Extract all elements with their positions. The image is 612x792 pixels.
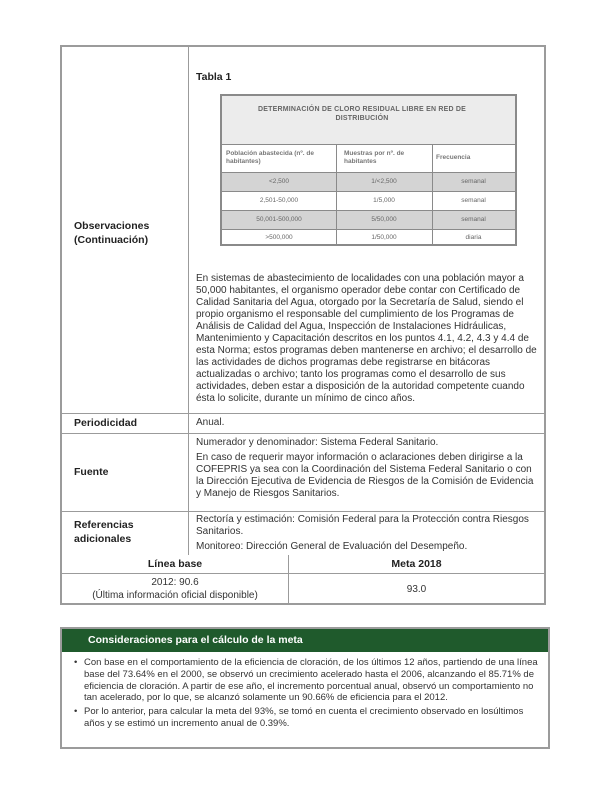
cell-poblacion: 2,501-50,000 — [259, 197, 299, 204]
baseline-values-row — [62, 573, 544, 605]
table-column-divider — [432, 144, 433, 244]
observaciones-label-cell — [62, 47, 189, 413]
col-header-poblacion: Población abastecida (nº. de habitantes) — [226, 150, 314, 165]
cell-muestras: 5/50,000 — [371, 216, 397, 223]
cell-frecuencia: semanal — [461, 178, 486, 185]
col-header-frecuencia: Frecuencia — [436, 154, 471, 161]
referencias-label — [74, 518, 134, 546]
cell-muestras: 1/5,000 — [373, 197, 395, 204]
referencias-label-line2: adicionales — [74, 533, 132, 545]
fuente-line2: En caso de requerir mayor información o aclaraciones deben dirigirse a la COFEPRIS ya sea con la Coordinación del Sistema Federal Sanitario o con la Dirección Ejecutiva de Evidencia de Riesgos de la Comisión de Evidencia y Manejo de Riesgos Sanitarios. — [196, 452, 534, 499]
periodicidad-label: Periodicidad — [74, 417, 138, 429]
consideraciones-header — [62, 629, 548, 652]
column-divider — [288, 573, 289, 605]
col-header-muestras: Muestras por nº. de habitantes — [344, 150, 405, 165]
cloro-table-title — [242, 105, 482, 123]
linea-base-year-value: 2012: 90.6 — [151, 577, 199, 588]
cloro-table-title-line2: DISTRIBUCIÓN — [335, 115, 389, 122]
observaciones-label-line1: Observaciones — [74, 220, 150, 232]
list-item-text: Por lo anterior, para calcular la meta del 93%, se tomó en cuenta el crecimiento observado en losúltimos años y se estimó un incremento anual de 0.39%. — [84, 706, 524, 729]
consideraciones-list — [74, 657, 546, 732]
cell-frecuencia: diaria — [465, 234, 482, 241]
cell-poblacion: <2,500 — [268, 178, 290, 185]
periodicidad-value: Anual. — [196, 417, 225, 428]
consideraciones-card — [60, 627, 550, 749]
linea-base-header: Línea base — [147, 558, 203, 570]
linea-base-note: (Última información oficial disponible) — [92, 590, 258, 601]
fuente-label: Fuente — [74, 466, 109, 478]
baseline-header-row — [62, 555, 544, 574]
cell-muestras: 1/<2,500 — [371, 178, 397, 185]
list-item-text: Con base en el comportamiento de la eficiencia de cloración, de los últimos 12 años, partiendo de una línea base del 73.64% en el 2000, se observó un crecimiento acelerado hasta el 2006, alcanzando el 85.71% de eficiencia de cloración. A partir de ese año, el incremento porcentual anual, observó un comportamiento no tan acelerado, por lo que, se alcanzó solamente un 90.66% de eficiencia para el 2012. — [84, 657, 538, 704]
observaciones-paragraph: En sistemas de abastecimiento de localidades con una población mayor a 50,000 habitantes, el organismo operador debe contar con Certificado de Calidad Sanitaria del Agua, otorgado por la Secretaría de Salud, siendo el propio organismo el responsable del cumplimiento de los Programas de Análisis de Calidad del Agua, Inspección de Instalaciones Hidráulicas, Mantenimiento y Capacitación descritos en los puntos 4.1, 4.2, 4.3 y 4.4 de esta Norma; estos programas deben mantenerse en archivo; el desarrollo de las actividades de dichos programas debe registrarse en bitácoras actualizadas o archivo; tanto los programas como el desarrollo de sus actividades, deben estar a disposición de la autoridad competente cuando ésta lo solicite, durante un mínimo de cinco años. — [196, 273, 537, 404]
fuente-label-cell — [62, 433, 189, 511]
cloro-table-title-line1: DETERMINACIÓN DE CLORO RESIDUAL LIBRE EN RED DE — [257, 106, 466, 113]
cloro-table-header — [222, 96, 515, 145]
referencias-label-line1: Referencias — [74, 519, 134, 531]
observaciones-row — [62, 47, 544, 414]
referencias-row — [62, 511, 544, 556]
observaciones-label — [74, 219, 149, 247]
periodicidad-label-cell — [62, 413, 189, 433]
fuente-line1: Numerador y denominador: Sistema Federal Sanitario. — [196, 437, 439, 448]
list-item — [74, 657, 546, 704]
cell-muestras: 1/50,000 — [371, 234, 397, 241]
referencias-line1: Rectoría y estimación: Comisión Federal para la Protección contra Riesgos Sanitarios. — [196, 514, 529, 537]
cell-poblacion: 50,001-500,000 — [256, 216, 302, 223]
column-divider — [288, 555, 289, 573]
indicator-card — [60, 45, 546, 605]
referencias-label-cell — [62, 511, 189, 555]
bullet-icon: • — [74, 706, 78, 718]
cloro-table — [220, 94, 517, 246]
linea-base-value — [62, 576, 288, 602]
bullet-icon: • — [74, 657, 78, 668]
tabla-title: Tabla 1 — [196, 71, 232, 83]
meta-value: 93.0 — [406, 584, 427, 595]
meta-header: Meta 2018 — [391, 558, 442, 570]
cell-frecuencia: semanal — [461, 197, 486, 204]
table-column-divider — [336, 144, 337, 244]
list-item — [74, 706, 546, 730]
referencias-line2: Monitoreo: Dirección General de Evaluación del Desempeño. — [196, 541, 468, 552]
cell-poblacion: >500,000 — [265, 234, 293, 241]
cell-frecuencia: semanal — [461, 216, 486, 223]
fuente-row — [62, 433, 544, 512]
consideraciones-title: Consideraciones para el cálculo de la meta — [88, 634, 303, 646]
observaciones-label-line2: (Continuación) — [74, 234, 149, 246]
periodicidad-row — [62, 413, 544, 434]
